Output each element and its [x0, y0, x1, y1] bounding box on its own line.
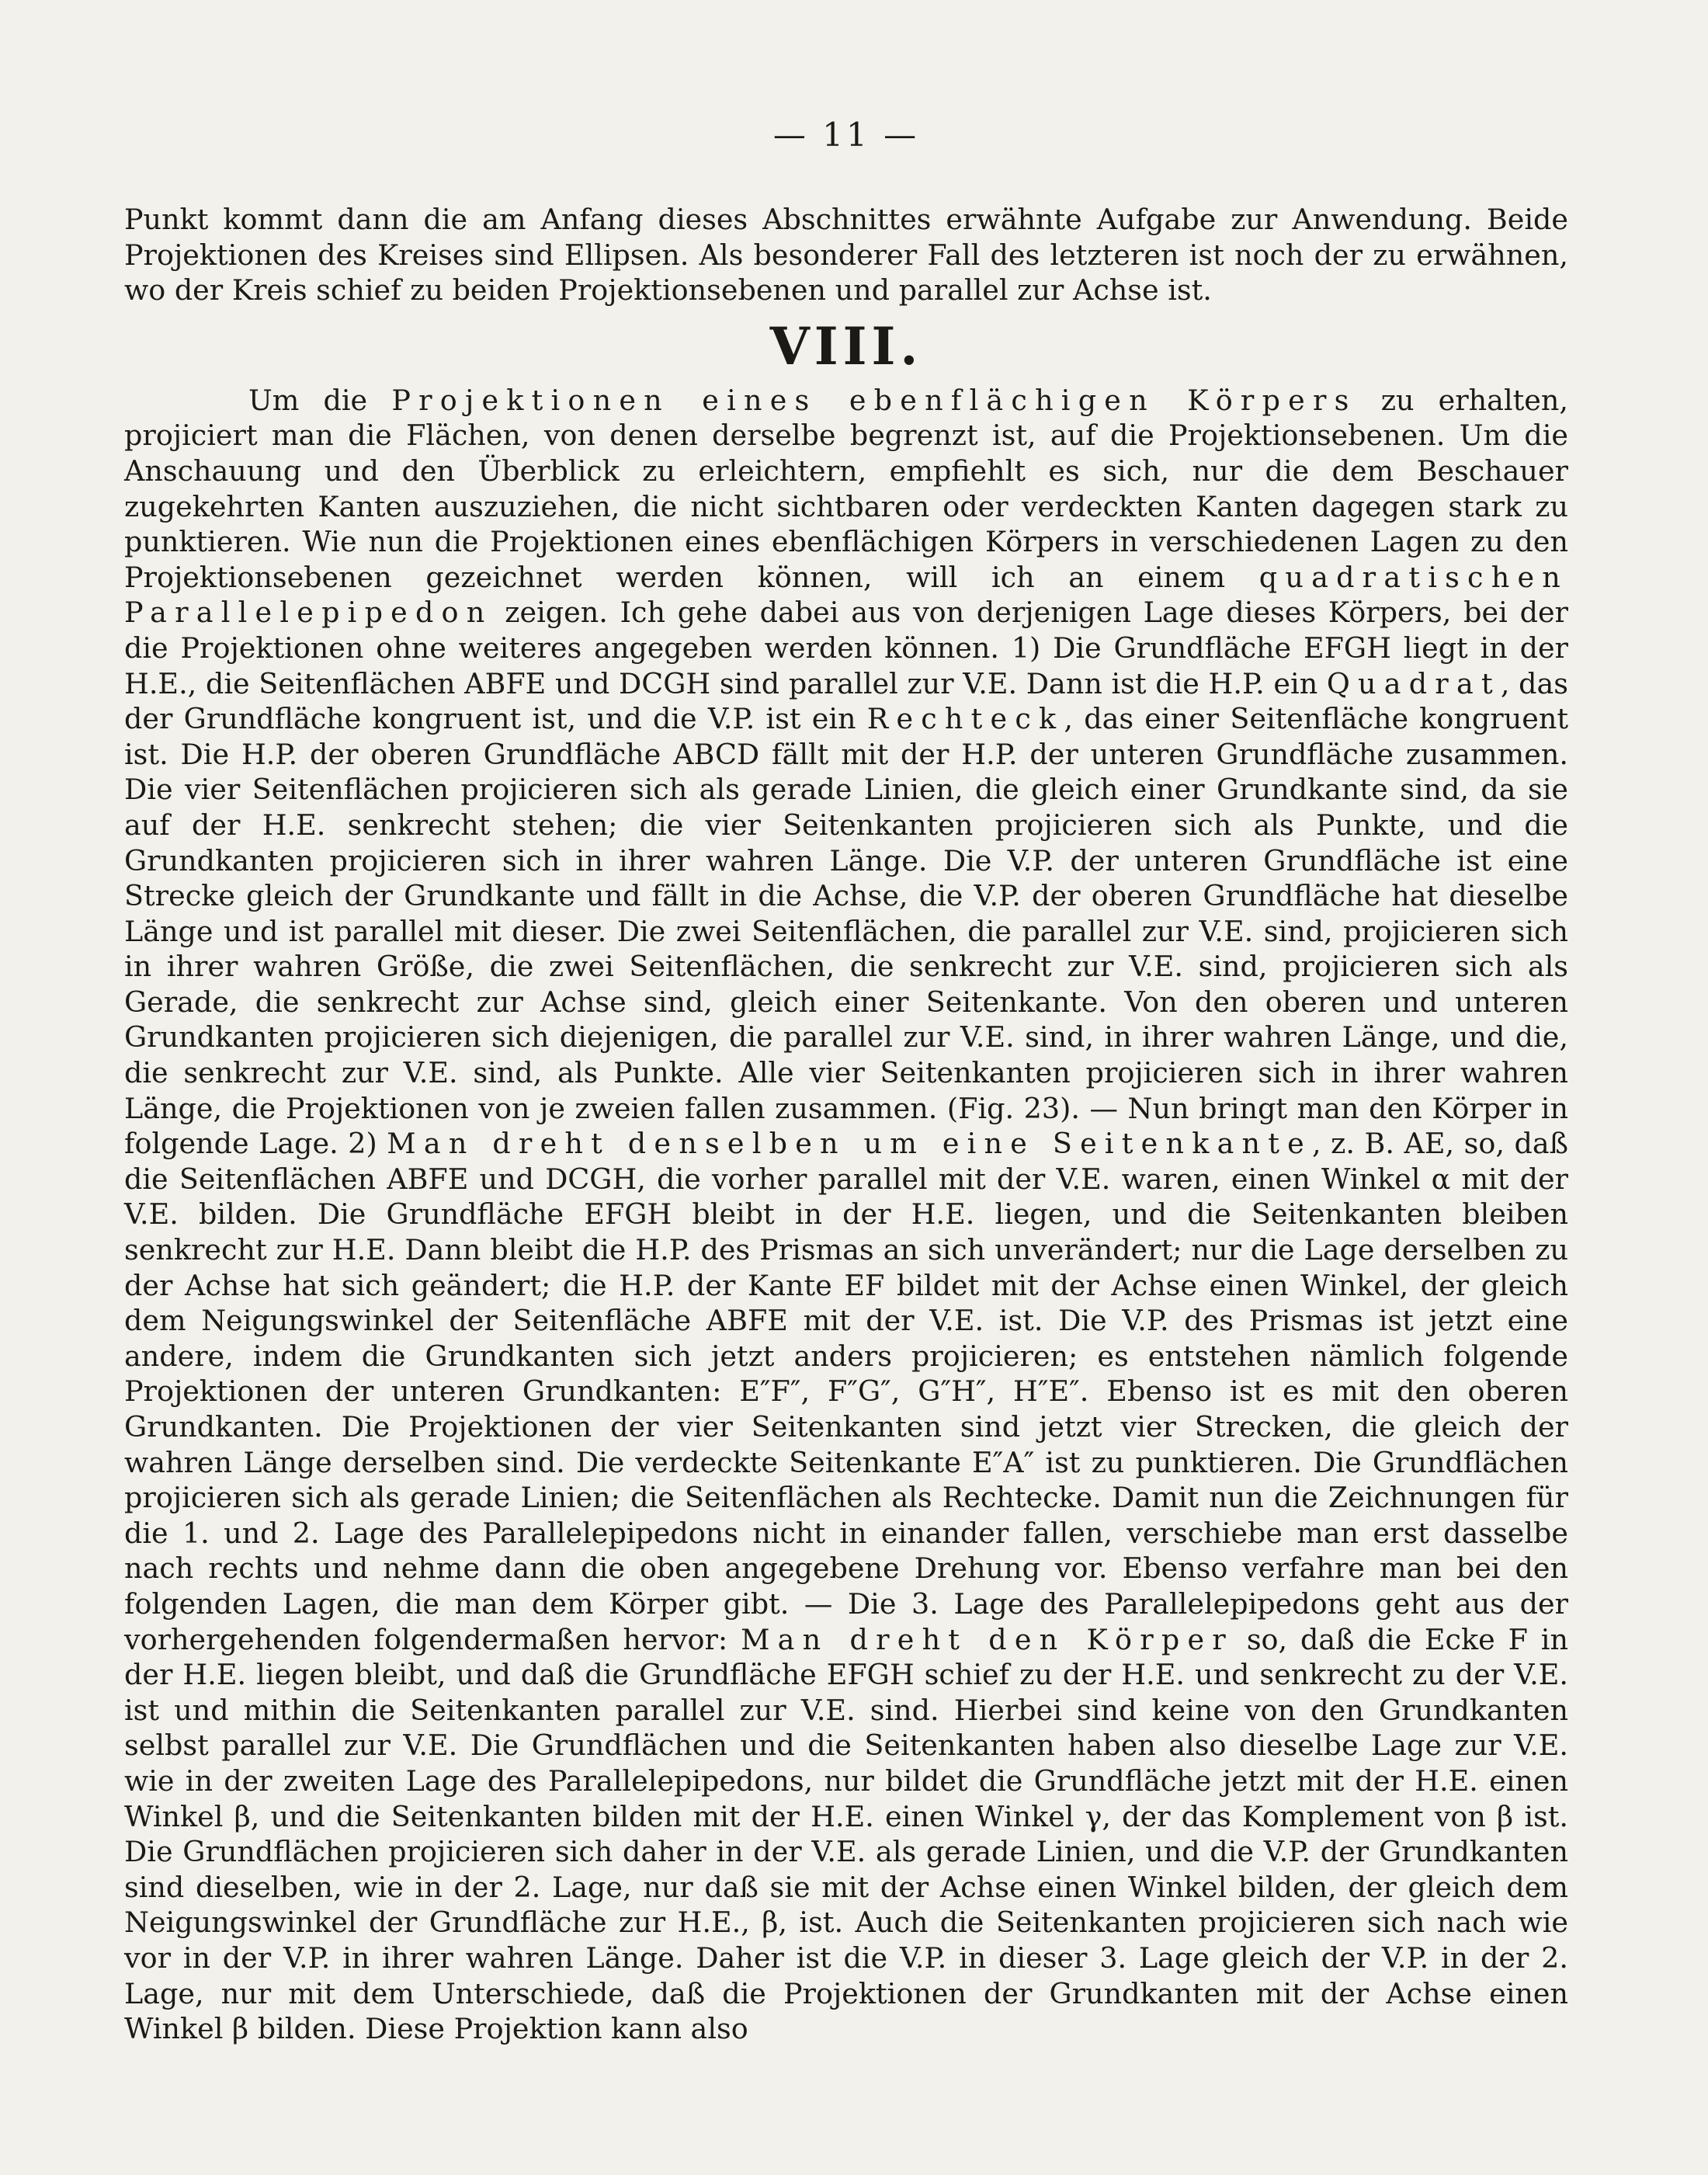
book-page: [124, 116, 1568, 2135]
spaced-emphasis: Man dreht denselben um eine Seitenkante: [387, 1127, 1312, 1161]
section-heading: VIII.: [769, 315, 923, 377]
text-run: Um die: [248, 383, 392, 417]
spaced-emphasis: quadratischen Parallelepipedon: [124, 560, 1568, 630]
intro-paragraph: Punkt kommt dann die am Anfang dieses Abschnittes erwähnte Aufgabe zur Anwendung. Beide Projektionen des Kreises sind Ellipsen. Als besonderer Fall des letzteren ist noch der zu erwähnen, wo der Kreis schief zu beiden Projektionsebenen und parallel zur Achse ist.: [124, 203, 1568, 307]
spaced-emphasis: Projektionen eines ebenflächigen Körpers: [391, 383, 1357, 417]
text-run: zu erhalten, projiciert man die Flächen, von denen derselbe begrenzt ist, auf die Projektionsebenen. Um die Anschauung und den Überblick zu erleichtern, empfiehlt es sich, nur die dem Beschauer zugekehrten Kanten auszuziehen, die nicht sichtbaren oder verdeckten Kanten dagegen stark zu punktieren. Wie nun die Projektionen eines ebenflächigen Körpers in verschiedenen Lagen zu den Projektionsebenen gezeichnet werden können, will ich an einem: [124, 383, 1568, 594]
text-run: zeigen. Ich gehe dabei aus von derjenigen Lage dieses Körpers, bei der die Projektionen ohne weiteres angegeben werden können. 1) Die Grundfläche EFGH liegt in der H.E., die Seitenflächen ABFE und DCGH sind parallel zur V.E. Dann ist die H.P. ein: [124, 596, 1568, 700]
spaced-emphasis: Quadrat: [1326, 666, 1501, 700]
spaced-emphasis: Rechteck: [866, 702, 1064, 736]
section-paragraph: [124, 383, 1568, 2047]
spaced-emphasis: Man dreht den Körper: [741, 1622, 1234, 1656]
text-run: , z. B. AE, so, daß die Seitenflächen ABFE und DCGH, die vorher parallel mit der V.E. waren, einen Winkel α mit der V.E. bilden. Die Grundfläche EFGH bleibt in der H.E. liegen, und die Seitenkanten bleiben senkrecht zur H.E. Dann bleibt die H.P. des Prismas an sich unverändert; nur die Lage derselben zu der Achse hat sich geändert; die H.P. der Kante EF bildet mit der Achse einen Winkel, der gleich dem Neigungswinkel der Seitenfläche ABFE mit der V.E. ist. Die V.P. des Prismas ist jetzt eine andere, indem die Grundkanten sich jetzt anders projicieren; es entstehen nämlich folgende Projektionen der unteren Grundkanten: E″F″, F″G″, G″H″, H″E″. Ebenso ist es mit den oberen Grundkanten. Die Projektionen der vier Seitenkanten sind jetzt vier Strecken, die gleich der wahren Länge derselben sind. Die verdeckte Seitenkante E″A″ ist zu punktieren. Die Grundflächen projicieren sich als gerade Linien; die Seitenflächen als Rechtecke. Damit nun die Zeichnungen für die 1. und 2. Lage des Parallelepipedons nicht in einander fallen, verschiebe man erst dasselbe nach rechts und nehme dann die oben angegebene Drehung vor. Ebenso verfahre man bei den folgenden Lagen, die man dem Körper gibt. — Die 3. Lage des Parallelepipedons geht aus der vorhergehenden folgendermaßen hervor:: [124, 1127, 1569, 1656]
page-number: — 11 —: [772, 116, 920, 154]
text-run: , das einer Seitenfläche kongruent ist. Die H.P. der oberen Grundfläche ABCD fällt mit der H.P. der unteren Grundfläche zusammen. Die vier Seitenflächen projicieren sich als gerade Linien, die gleich einer Grundkante sind, da sie auf der H.E. senkrecht stehen; die vier Seitenkanten projicieren sich als Punkte, und die Grundkanten projicieren sich in ihrer wahren Länge. Die V.P. der unteren Grundfläche ist eine Strecke gleich der Grundkante und fällt in die Achse, die V.P. der oberen Grundfläche hat dieselbe Länge und ist parallel mit dieser. Die zwei Seitenflächen, die parallel zur V.E. sind, projicieren sich in ihrer wahren Größe, die zwei Seitenflächen, die senkrecht zur V.E. sind, projicieren sich als Gerade, die senkrecht zur Achse sind, gleich einer Seitenkante. Von den oberen und unteren Grundkanten projicieren sich diejenigen, die parallel zur V.E. sind, in ihrer wahren Länge, und die, die senkrecht zur V.E. sind, als Punkte. Alle vier Seitenkanten projicieren sich in ihrer wahren Länge, die Projektionen von je zweien fallen zusammen. (Fig. 23). — Nun bringt man den Körper in folgende Lage. 2): [124, 702, 1569, 1161]
text-run: , das der Grundfläche kongruent ist, und die V.P. ist ein: [124, 666, 1568, 736]
text-run: so, daß die Ecke F in der H.E. liegen bleibt, und daß die Grundfläche EFGH schief zu der H.E. und senkrecht zu der V.E. ist und mithin die Seitenkanten parallel zur V.E. sind. Hierbei sind keine von den Grundkanten selbst parallel zur V.E. Die Grundflächen und die Seitenkanten haben also dieselbe Lage zur V.E. wie in der zweiten Lage des Parallelepipedons, nur bildet die Grundfläche jetzt mit der H.E. einen Winkel β, und die Seitenkanten bilden mit der H.E. einen Winkel γ, der das Komplement von β ist. Die Grundflächen projicieren sich daher in der V.E. als gerade Linien, und die V.P. der Grundkanten sind dieselben, wie in der 2. Lage, nur daß sie mit der Achse einen Winkel bilden, der gleich dem Neigungswinkel der Grundfläche zur H.E., β, ist. Auch die Seitenkanten projicieren sich nach wie vor in der V.P. in ihrer wahren Länge. Daher ist die V.P. in dieser 3. Lage gleich der V.P. in der 2. Lage, nur mit dem Unterschiede, daß die Projektionen der Grundkanten mit der Achse einen Winkel β bilden. Diese Projektion kann also: [124, 1622, 1568, 2046]
